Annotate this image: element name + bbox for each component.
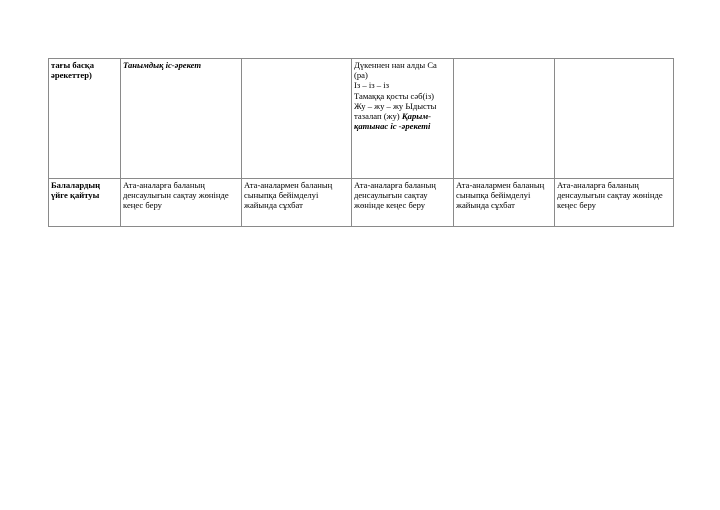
table-cell: Ата-аналарға баланың денсаулығын сақтау жөнінде кеңес беру <box>555 179 674 227</box>
table-cell: Ата-аналармен баланың сыныпқа бейімделуі жайында сұхбат <box>242 179 352 227</box>
table-row <box>49 59 674 179</box>
table-cell <box>454 59 555 179</box>
table-cell: Ата-аналарға баланың денсаулығын сақтау жөнінде кеңес беру <box>352 179 454 227</box>
cell-line: Тамаққа қосты сәб(із) <box>354 90 435 101</box>
table-cell: Танымдық іс-әрекет <box>121 59 242 179</box>
table-cell <box>242 59 352 179</box>
cell-line: Жу – жу – жу Ыдысты тазалап (жу) <box>354 100 437 122</box>
cell-emphasis: Қарым-қатынас іс -әрекеті <box>354 111 431 132</box>
row-header: тағы басқа әрекеттер) <box>49 59 121 179</box>
table-cell <box>352 59 454 179</box>
cell-line: Дүкеннен нан алды Са (ра) <box>354 60 437 81</box>
row-header: Балалардың үйге қайтуы <box>49 179 121 227</box>
table-cell: Ата-аналармен баланың сыныпқа бейімделуі жайында сұхбат <box>454 179 555 227</box>
cell-line: Із – із – із <box>354 80 390 91</box>
table-row <box>49 179 674 227</box>
schedule-table <box>48 58 674 227</box>
table-cell <box>555 59 674 179</box>
table-cell: Ата-аналарға баланың денсаулығын сақтау жөнінде кеңес беру <box>121 179 242 227</box>
